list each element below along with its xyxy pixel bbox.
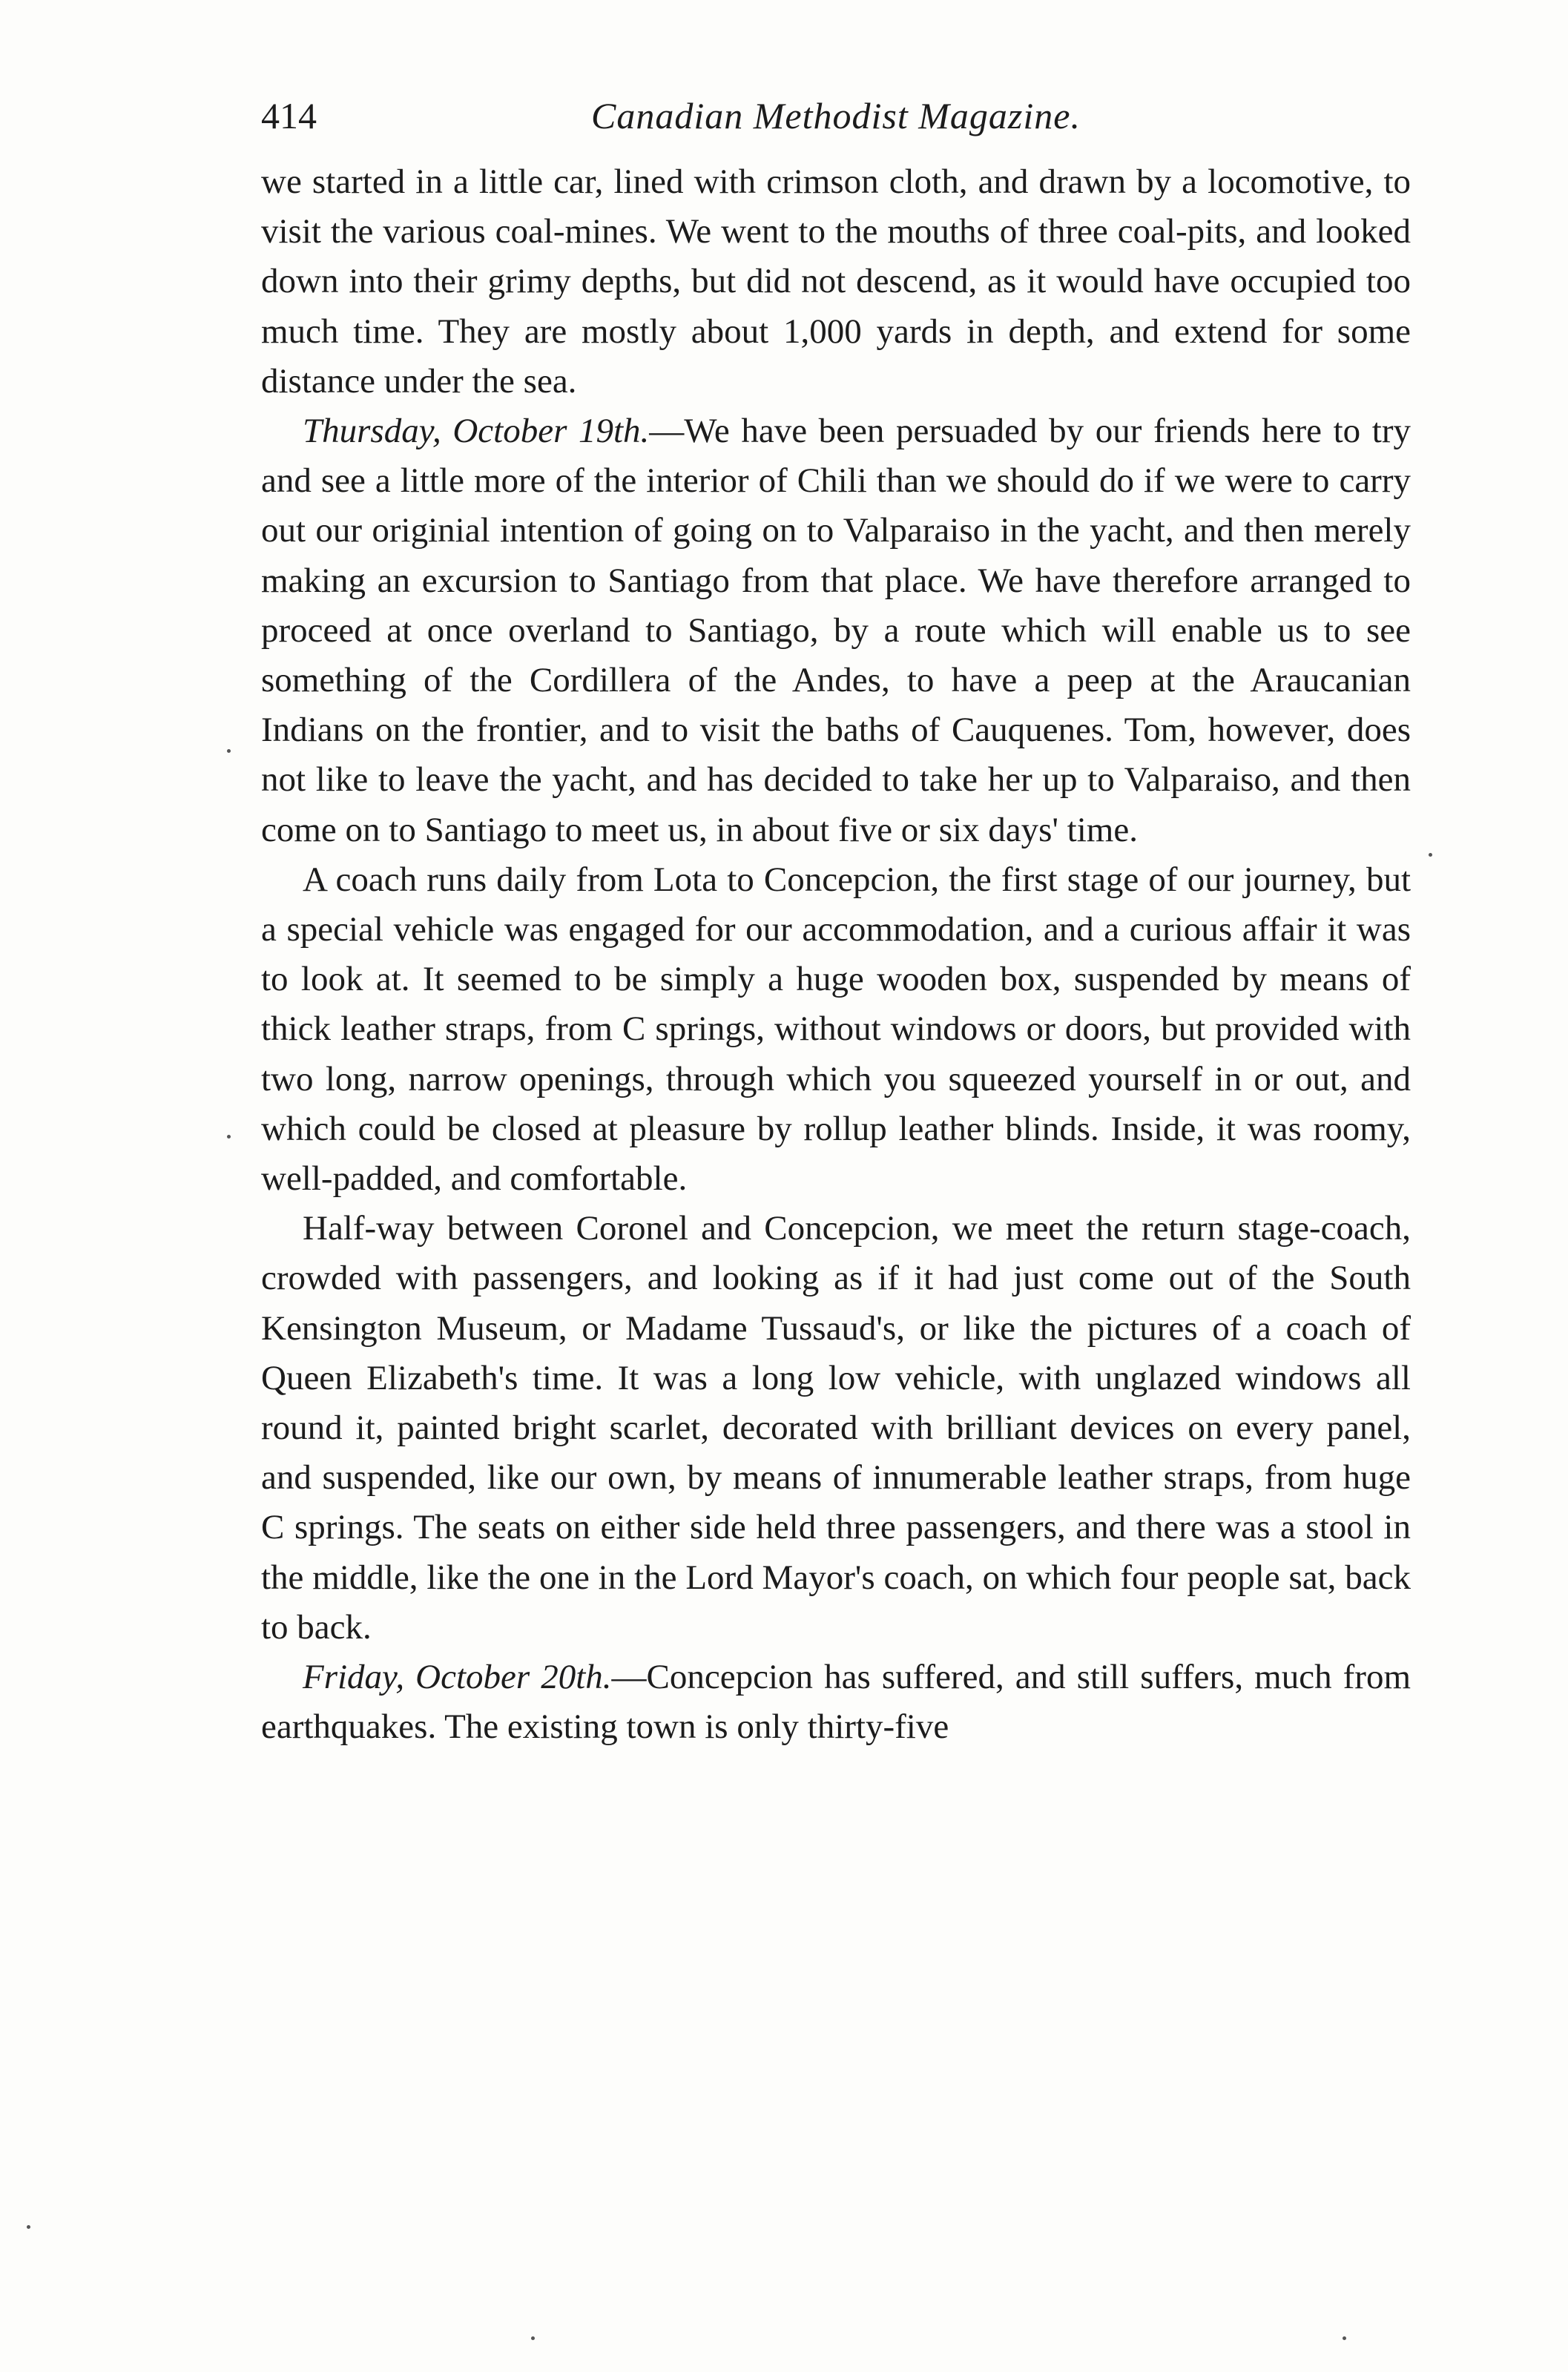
paragraph-text: A coach runs daily from Lota to Concepcion, the first stage of our journey, but a special vehicle was engaged for our accommodation, and a curious affair it was to look at. It seemed to be simply a huge wooden box, suspended by means of thick leather straps, from C springs, without windows or doors, but provided with two long, narrow openings, through which you squeezed yourself in or out, and which could be closed at pleasure by rollup leather blinds. Inside, it was roomy, well-padded, and comfortable. bbox=[261, 860, 1411, 1199]
book-page bbox=[261, 74, 1411, 2329]
print-speck bbox=[227, 1135, 231, 1139]
paragraph-thursday bbox=[261, 406, 1411, 855]
print-speck bbox=[27, 2225, 30, 2229]
page-number: 414 bbox=[261, 95, 317, 136]
paragraph-coach bbox=[261, 855, 1411, 1204]
print-speck bbox=[1429, 853, 1432, 857]
dateline-friday: Friday, October 20th. bbox=[303, 1658, 612, 1697]
paragraph-text: —We have been persuaded by our friends here to try and see a little more of the interior of Chili than we should do if we were to carry out our originial intention of going on to Valparaiso in the yacht, and then merely making an excursion to Santiago from that place. We have therefore arranged to proceed at once overland to Santiago, by a route which will enable us to see something of the Cordillera of the Andes, to have a peep at the Araucanian Indians on the frontier, and to visit the baths of Cauquenes. Tom, however, does not like to leave the yacht, and has decided to take her up to Valparaiso, and then come on to Santiago to meet us, in about five or six days' time. bbox=[261, 412, 1411, 849]
paragraph-coal-mines bbox=[261, 157, 1411, 406]
dateline-thursday: Thursday, October 19th. bbox=[303, 412, 650, 451]
paragraph-text: —Concepcion has suffered, and still suffers, much from earthquakes. The existing town is only thirty-five bbox=[261, 1658, 1411, 1747]
page-header bbox=[261, 74, 1411, 157]
print-speck bbox=[227, 749, 231, 753]
paragraph-friday bbox=[261, 1653, 1411, 1752]
paragraph-text: Half-way between Coronel and Concepcion, we meet the return stage-coach, crowded with passengers, and looking as if it had just come out of the South Kensington Museum, or Madame Tussaud's, or like the pictures of a coach of Queen Elizabeth's time. It was a long low vehicle, with unglazed windows all round it, painted bright scarlet, decorated with brilliant devices on every panel, and suspended, like our own, by means of innumerable leather straps, from huge C springs. The seats on either side held three passengers, and there was a stool in the middle, like the one in the Lord Mayor's coach, on which four people sat, back to back. bbox=[261, 1209, 1411, 1647]
print-speck bbox=[531, 2336, 535, 2340]
paragraph-stage-coach bbox=[261, 1204, 1411, 1653]
print-speck bbox=[1343, 2336, 1346, 2340]
article-body bbox=[261, 157, 1411, 1753]
running-title: Canadian Methodist Magazine. bbox=[591, 95, 1081, 136]
paragraph-text: we started in a little car, lined with crimson cloth, and drawn by a locomotive, to visit the various coal-mines. We went to the mouths of three coal-pits, and looked down into their grimy depths, but did not descend, as it would have occupied too much time. They are mostly about 1,000 yards in depth, and extend for some distance under the sea. bbox=[261, 162, 1411, 401]
